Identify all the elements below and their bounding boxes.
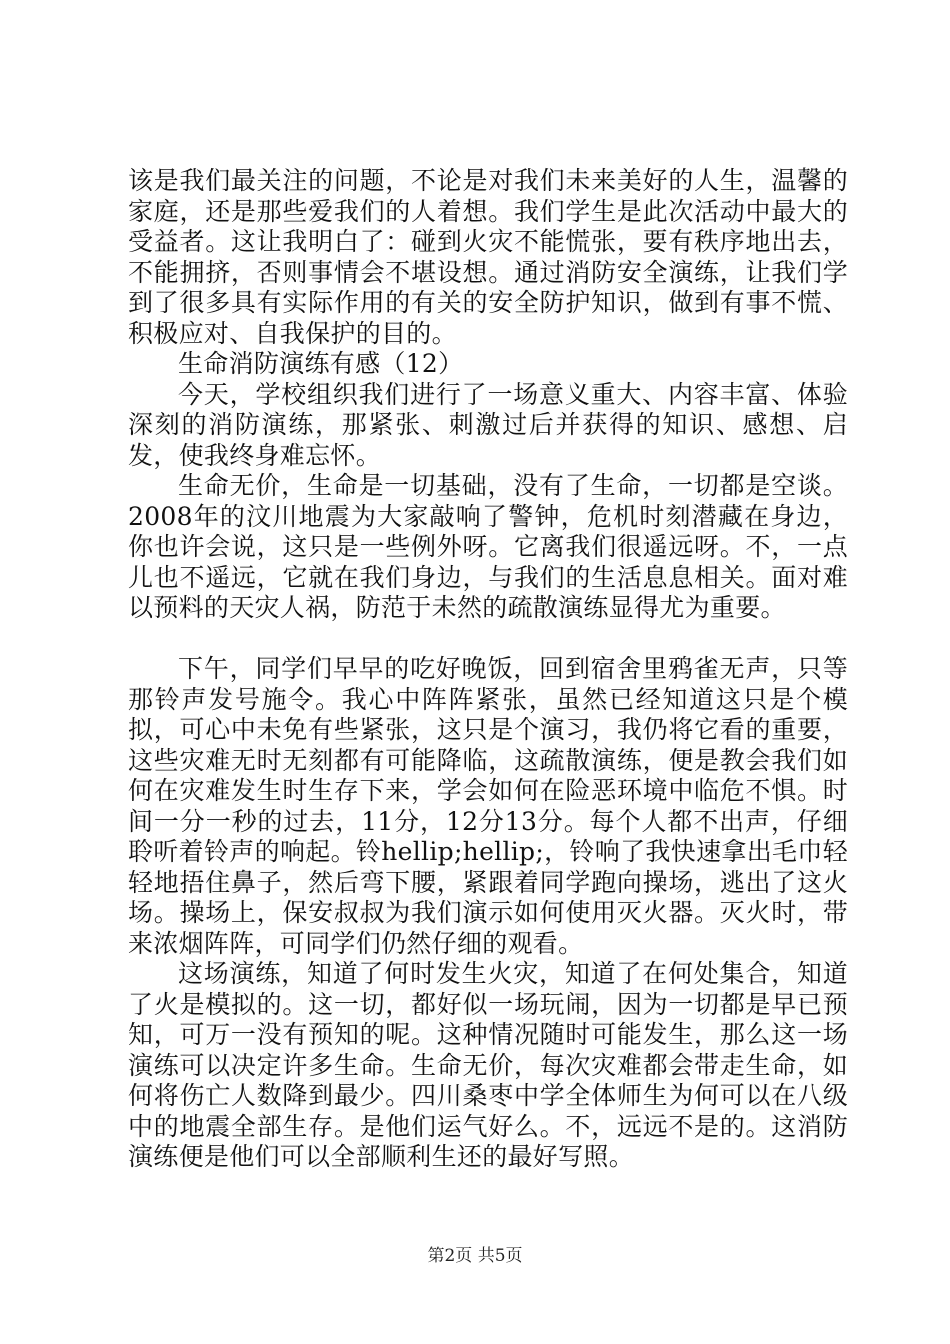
paragraph-gap bbox=[128, 624, 848, 655]
section-heading: 生命消防演练有感（12） bbox=[178, 349, 464, 378]
page-footer: 第2页 共5页 bbox=[427, 1246, 523, 1266]
paragraph: 生命无价，生命是一切基础，没有了生命，一切都是空谈。2008年的汶川地震为大家敲响了警钟，危机时刻潜藏在身边，你也许会说，这只是一些例外呀。它离我们很遥远呀。不，一点儿也不遥远，它就在我们身边，与我们的生活息息相关。面对难以预料的天灾人祸，防范于未然的疏散演练显得尤为重要。 bbox=[128, 471, 848, 622]
paragraph: 今天，学校组织我们进行了一场意义重大、内容丰富、体验深刻的消防演练，那紧张、刺激过后并获得的知识、感想、启发，使我终身难忘怀。 bbox=[128, 379, 848, 470]
paragraph: 这场演练，知道了何时发生火灾，知道了在何处集合，知道了火是模拟的。这一切，都好似一场玩闹，因为一切都是早已预知，可万一没有预知的呢。这种情况随时可能发生，那么这一场演练可以决定许多生命。生命无价，每次灾难都会带走生命，如何将伤亡人数降到最少。四川桑枣中学全体师生为何可以在八级中的地震全部生存。是他们运气好么。不，远远不是的。这消防演练便是他们可以全部顺利生还的最好写照。 bbox=[128, 959, 848, 1171]
document-body bbox=[128, 166, 848, 1173]
paragraph: 下午，同学们早早的吃好晚饭，回到宿舍里鸦雀无声，只等那铃声发号施令。我心中阵阵紧张，虽然已经知道这只是个模拟，可心中未免有些紧张，这只是个演习，我仍将它看的重要，这些灾难无时无刻都有可能降临，这疏散演练，便是教会我们如何在灾难发生时生存下来，学会如何在险恶环境中临危不惧。时间一分一秒的过去，11分，12分13分。每个人都不出声，仔细聆听着铃声的响起。铃hellip;hellip;，铃响了我快速拿出毛巾轻轻地捂住鼻子，然后弯下腰，紧跟着同学跑向操场，逃出了这火场。操场上，保安叔叔为我们演示如何使用灭火器。灭火时，带来浓烟阵阵，可同学们仍然仔细的观看。 bbox=[128, 654, 848, 958]
paragraph-continued: 该是我们最关注的问题，不论是对我们未来美好的人生，温馨的家庭，还是那些爱我们的人着想。我们学生是此次活动中最大的受益者。这让我明白了：碰到火灾不能慌张，要有秩序地出去，不能拥挤，否则事情会不堪设想。通过消防安全演练，让我们学到了很多具有实际作用的有关的安全防护知识，做到有事不慌、积极应对、自我保护的目的。 bbox=[128, 166, 848, 348]
